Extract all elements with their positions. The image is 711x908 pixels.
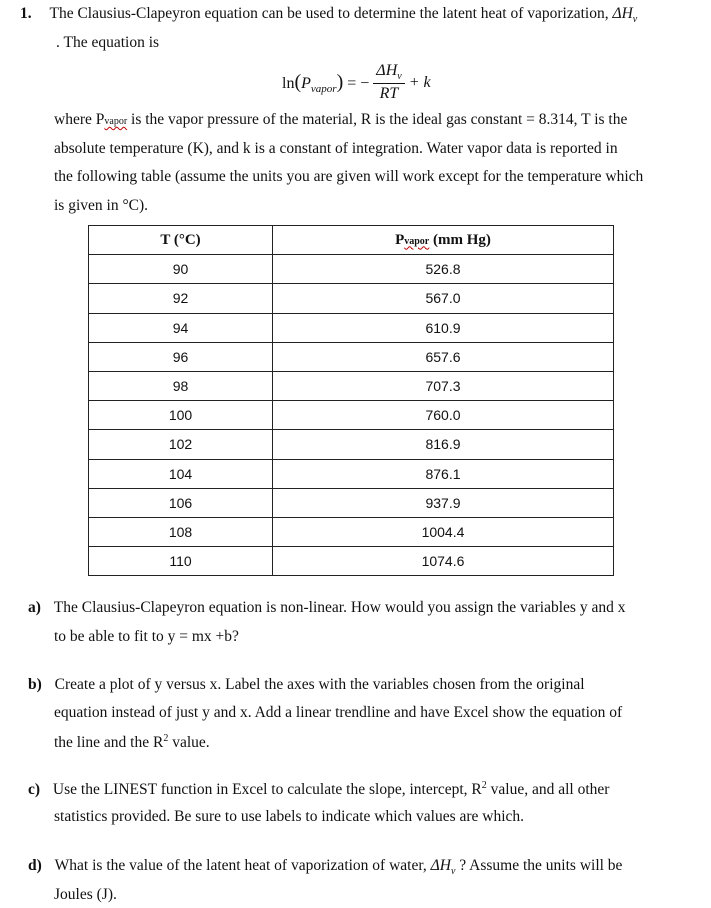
question-b-line1: b) Create a plot of y versus x. Label the axes with the variables chosen from the original <box>28 676 585 693</box>
pressure-cell: 610.9 <box>273 313 614 342</box>
temperature-cell: 100 <box>89 401 273 430</box>
pressure-cell: 1074.6 <box>273 547 614 576</box>
table-row <box>89 547 614 576</box>
header-pressure: Pvapor (mm Hg) <box>273 226 614 255</box>
temperature-cell: 92 <box>89 284 273 313</box>
problem-text-line1 <box>20 5 637 25</box>
temperature-cell: 104 <box>89 459 273 488</box>
question-a-line2: to be able to fit to y = mx +b? <box>54 628 239 645</box>
temperature-cell: 96 <box>89 342 273 371</box>
vapor-pressure-table <box>88 225 614 576</box>
temperature-cell: 102 <box>89 430 273 459</box>
table-row <box>89 459 614 488</box>
temperature-cell: 106 <box>89 488 273 517</box>
temperature-cell: 94 <box>89 313 273 342</box>
table-row <box>89 371 614 400</box>
pressure-cell: 657.6 <box>273 342 614 371</box>
pressure-cell: 707.3 <box>273 371 614 400</box>
latent-heat-symbol-d: $\Delta H_v$ <box>430 857 456 878</box>
pressure-cell: 816.9 <box>273 430 614 459</box>
pressure-cell: 567.0 <box>273 284 614 313</box>
paragraph-line3: the following table (assume the units you are given will work except for the temperature which <box>54 168 644 185</box>
question-b-label: b) <box>28 676 42 693</box>
temperature-cell: 98 <box>89 371 273 400</box>
temperature-cell: 90 <box>89 255 273 284</box>
pressure-cell: 937.9 <box>273 488 614 517</box>
table-row <box>89 342 614 371</box>
latent-heat-symbol: $\Delta H_v$ <box>612 5 638 26</box>
temperature-cell: 110 <box>89 547 273 576</box>
pressure-cell: 1004.4 <box>273 517 614 546</box>
paragraph-line4: is given in °C). <box>54 197 149 214</box>
question-a-label: a) <box>28 599 41 616</box>
pressure-cell: 876.1 <box>273 459 614 488</box>
table-row <box>89 517 614 546</box>
question-c-line2: statistics provided. Be sure to use labels to indicate which values are which. <box>54 808 525 825</box>
table-row <box>89 255 614 284</box>
pressure-cell: 526.8 <box>273 255 614 284</box>
question-a-line1: a) The Clausius-Clapeyron equation is non-linear. How would you assign the variables y and x <box>28 599 626 616</box>
question-c-label: c) <box>28 781 41 799</box>
table-row <box>89 284 614 313</box>
paragraph-line2: absolute temperature (K), and k is a constant of integration. Water vapor data is reported in <box>54 140 618 157</box>
question-d-label: d) <box>28 857 42 874</box>
table-row <box>89 430 614 459</box>
question-b-line2: equation instead of just y and x. Add a linear trendline and have Excel show the equation of <box>54 704 623 721</box>
intro-text: The Clausius-Clapeyron equation can be used to determine the latent heat of vaporization, <box>49 5 613 22</box>
question-b-line3: the line and the $R^2$ value. <box>54 733 210 752</box>
temperature-cell: 108 <box>89 517 273 546</box>
header-temperature: T (°C) <box>89 226 273 255</box>
equation-fraction: $\frac{\Delta H_v}{RT}$ <box>373 62 404 103</box>
table-row <box>89 313 614 342</box>
pressure-cell: 760.0 <box>273 401 614 430</box>
question-d-line2: Joules (J). <box>54 886 117 903</box>
paragraph-line1: where Pvapor is the vapor pressure of the material, R is the ideal gas constant = 8.314, T is the <box>54 111 628 128</box>
question-d-line1: d) What is the value of the latent heat of vaporization of water, $\Delta H_v$ ? Assume the units will be <box>28 857 623 878</box>
table-row <box>89 488 614 517</box>
table-header-row <box>89 226 614 255</box>
table-row <box>89 401 614 430</box>
problem-text-line2: . The equation is <box>56 34 160 51</box>
question-c-line1: c) Use the LINEST function in Excel to calculate the slope, intercept, $R^2$ value, and all other <box>28 780 610 799</box>
problem-number: 1. <box>20 5 32 22</box>
clausius-clapeyron-equation: $\ln(P_{vapor})$ = − $\frac{\Delta H_v}{RT}$ + k <box>282 62 431 103</box>
